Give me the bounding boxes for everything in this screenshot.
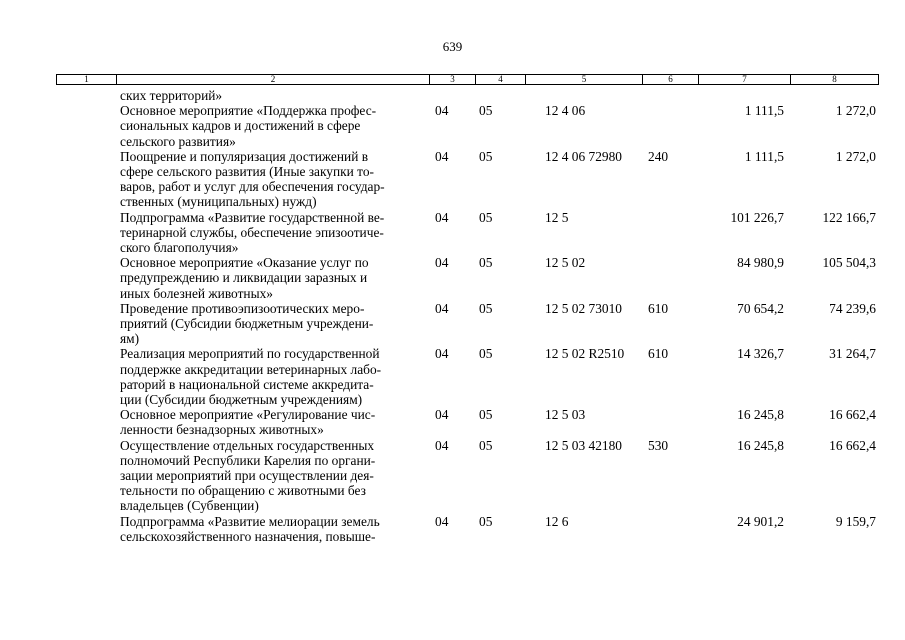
row-amount-1: 16 245,8 bbox=[737, 437, 784, 453]
row-subsection: 05 bbox=[479, 407, 493, 423]
row-subsection: 05 bbox=[479, 513, 493, 529]
table-row bbox=[0, 301, 905, 347]
header-col-6: 6 bbox=[642, 75, 698, 84]
row-subsection: 05 bbox=[479, 103, 493, 119]
row-expense-type: 530 bbox=[648, 437, 669, 453]
row-amount-1: 1 111,5 bbox=[744, 103, 784, 119]
row-amount-2: 1 272,0 bbox=[835, 148, 876, 164]
table-row bbox=[0, 149, 905, 210]
row-subsection: 05 bbox=[479, 437, 493, 453]
row-name: Проведение противоэпизоотических меро- приятий (Субсидии бюджетным учреждени- ям) bbox=[120, 300, 374, 347]
row-name: Поощрение и популяризация достижений в сфере сельского развития (Иные закупки то- варов, работ и услуг для обеспечения государ- ственных (муниципальных) нужд) bbox=[120, 148, 385, 210]
table-row bbox=[0, 514, 905, 544]
header-col-5: 5 bbox=[525, 75, 642, 84]
row-amount-1: 84 980,9 bbox=[737, 255, 784, 271]
row-subsection: 05 bbox=[479, 300, 493, 316]
table-row bbox=[0, 255, 905, 301]
header-col-1: 1 bbox=[84, 74, 89, 84]
row-amount-1: 1 111,5 bbox=[744, 148, 784, 164]
row-section: 04 bbox=[435, 209, 449, 225]
row-section: 04 bbox=[435, 300, 449, 316]
row-target-article: 12 5 02 R2510 bbox=[545, 346, 625, 362]
header-col-3: 3 bbox=[429, 75, 475, 84]
row-section: 04 bbox=[435, 346, 449, 362]
row-name: Основное мероприятие «Оказание услуг по предупреждению и ликвидации заразных и иных болезней животных» bbox=[120, 255, 369, 301]
row-amount-2: 9 159,7 bbox=[835, 513, 876, 529]
row-section: 04 bbox=[435, 148, 449, 164]
row-amount-2: 74 239,6 bbox=[829, 300, 876, 316]
row-target-article: 12 4 06 72980 bbox=[545, 148, 622, 164]
row-subsection: 05 bbox=[479, 148, 493, 164]
row-name: Основное мероприятие «Поддержка профес- сиональных кадров и достижений в сфере сельского развития» bbox=[120, 103, 377, 149]
row-target-article: 12 5 03 42180 bbox=[545, 437, 622, 453]
row-amount-1: 101 226,7 bbox=[730, 209, 784, 225]
header-col-4: 4 bbox=[475, 75, 525, 84]
row-name: ских территорий» bbox=[120, 88, 223, 103]
table-row bbox=[0, 407, 905, 437]
header-col-7: 7 bbox=[698, 75, 790, 84]
row-target-article: 12 5 02 bbox=[545, 255, 586, 271]
header-col-8: 8 bbox=[790, 75, 878, 84]
row-subsection: 05 bbox=[479, 255, 493, 271]
row-expense-type: 240 bbox=[648, 148, 669, 164]
row-name: Осуществление отдельных государственных полномочий Республики Карелия по органи- зации мероприятий при осуществлении дея- тельности по обращению с животными без владельцев (Субвенции) bbox=[120, 437, 376, 514]
row-expense-type: 610 bbox=[648, 346, 669, 362]
row-name: Основное мероприятие «Регулирование чис- ленности безнадзорных животных» bbox=[120, 407, 376, 438]
table-row bbox=[0, 438, 905, 514]
header-col-2: 2 bbox=[116, 75, 429, 84]
row-amount-1: 24 901,2 bbox=[737, 513, 784, 529]
row-amount-2: 16 662,4 bbox=[829, 407, 876, 423]
table-row bbox=[0, 346, 905, 407]
table-row bbox=[0, 88, 905, 103]
row-amount-2: 105 504,3 bbox=[822, 255, 876, 271]
row-name: Подпрограмма «Развитие мелиорации земель сельскохозяйственного назначения, повыше- bbox=[120, 513, 380, 544]
budget-table-body bbox=[0, 88, 905, 544]
row-target-article: 12 4 06 bbox=[545, 103, 586, 119]
row-section: 04 bbox=[435, 437, 449, 453]
row-section: 04 bbox=[435, 255, 449, 271]
row-section: 04 bbox=[435, 513, 449, 529]
table-header bbox=[56, 74, 879, 85]
row-expense-type: 610 bbox=[648, 300, 669, 316]
row-target-article: 12 6 bbox=[545, 513, 569, 529]
row-amount-1: 70 654,2 bbox=[737, 300, 784, 316]
row-section: 04 bbox=[435, 407, 449, 423]
row-amount-2: 122 166,7 bbox=[822, 209, 876, 225]
row-target-article: 12 5 bbox=[545, 209, 569, 225]
row-subsection: 05 bbox=[479, 209, 493, 225]
row-amount-2: 31 264,7 bbox=[829, 346, 876, 362]
row-subsection: 05 bbox=[479, 346, 493, 362]
page-number: 639 bbox=[442, 39, 463, 54]
row-amount-2: 16 662,4 bbox=[829, 437, 876, 453]
row-target-article: 12 5 02 73010 bbox=[545, 300, 622, 316]
row-target-article: 12 5 03 bbox=[545, 407, 586, 423]
row-name: Реализация мероприятий по государственной поддержке аккредитации ветеринарных лабо- раторий в национальной системе аккредита- ции (Субсидии бюджетным учреждениям) bbox=[120, 346, 382, 408]
table-row bbox=[0, 210, 905, 256]
row-amount-1: 16 245,8 bbox=[737, 407, 784, 423]
row-name: Подпрограмма «Развитие государственной ве- теринарной службы, обеспечение эпизоотиче- ского благополучия» bbox=[120, 209, 385, 256]
table-row bbox=[0, 103, 905, 149]
row-amount-2: 1 272,0 bbox=[835, 103, 876, 119]
row-amount-1: 14 326,7 bbox=[737, 346, 784, 362]
row-section: 04 bbox=[435, 103, 449, 119]
